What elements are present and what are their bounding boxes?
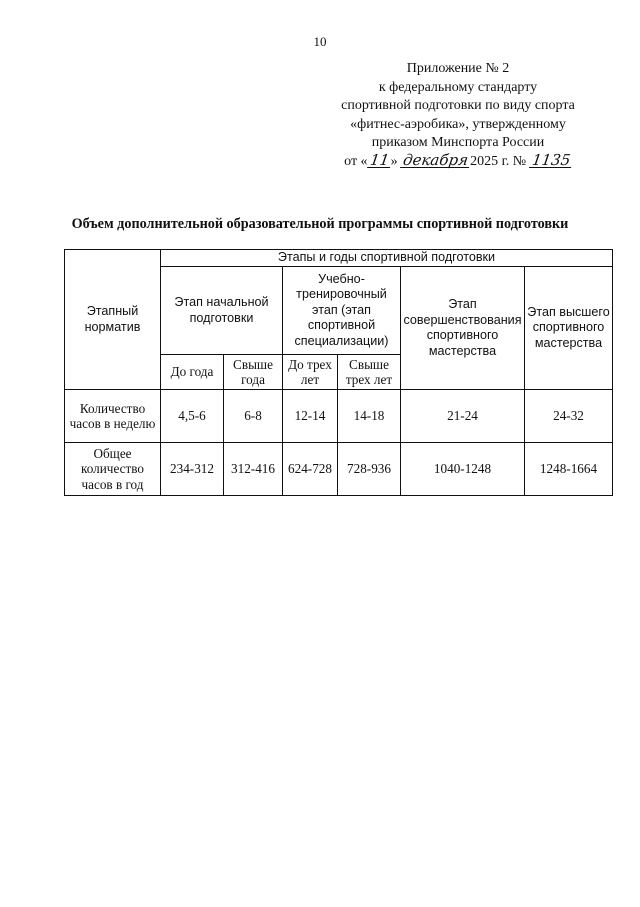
appendix-line: «фитнес-аэробика», утвержденному bbox=[350, 116, 566, 132]
standards-table bbox=[64, 249, 613, 496]
stage-higher-header: Этап высшего спортивного мастерства bbox=[525, 267, 613, 390]
table-cell: 234-312 bbox=[161, 443, 224, 496]
subheader-initial-over-year: Свыше года bbox=[224, 355, 283, 390]
stage-improvement-header: Этап совершенствования спортивного мастерства bbox=[401, 267, 525, 390]
appendix-line: Приложение № 2 bbox=[406, 61, 510, 76]
subheader-training-up-to-three: До трех лет bbox=[283, 355, 338, 390]
handwritten-order-number: 1135 bbox=[530, 150, 572, 169]
table-cell: 12-14 bbox=[283, 390, 338, 443]
row-label: Общее количество часов в год bbox=[65, 443, 161, 496]
date-prefix: от « bbox=[344, 153, 368, 169]
row-header-cell: Этапный норматив bbox=[65, 250, 161, 390]
table-cell: 1248-1664 bbox=[525, 443, 613, 496]
appendix-line: спортивной подготовки по виду спорта bbox=[341, 98, 575, 114]
row-label: Количество часов в неделю bbox=[65, 390, 161, 443]
document-title: Объем дополнительной образовательной программы спортивной подготовки bbox=[71, 216, 569, 232]
table-row bbox=[65, 390, 613, 443]
table-cell: 24-32 bbox=[525, 390, 613, 443]
stage-training-header: Учебно-тренировочный этап (этап спортивной специализации) bbox=[283, 267, 401, 355]
table-cell: 4,5-6 bbox=[161, 390, 224, 443]
page-number: 10 bbox=[313, 34, 327, 49]
table-cell: 21-24 bbox=[401, 390, 525, 443]
table-cell: 624-728 bbox=[283, 443, 338, 496]
table-cell: 6-8 bbox=[224, 390, 283, 443]
handwritten-day: 11 bbox=[368, 150, 391, 169]
table-cell: 14-18 bbox=[338, 390, 401, 443]
appendix-line: к федеральному стандарту bbox=[378, 79, 538, 95]
appendix-block bbox=[308, 60, 608, 172]
year-text: 2025 г. № bbox=[470, 153, 527, 169]
handwritten-month: декабря bbox=[402, 150, 470, 169]
date-mid: » bbox=[390, 153, 398, 169]
table-row bbox=[65, 443, 613, 496]
stages-header: Этапы и годы спортивной подготовки bbox=[161, 250, 613, 267]
table-cell: 1040-1248 bbox=[401, 443, 525, 496]
subheader-initial-up-to-year: До года bbox=[161, 355, 224, 390]
subheader-training-over-three: Свыше трех лет bbox=[338, 355, 401, 390]
order-date-line bbox=[308, 150, 608, 172]
stage-initial-header: Этап начальной подготовки bbox=[161, 267, 283, 355]
table-cell: 728-936 bbox=[338, 443, 401, 496]
appendix-line: приказом Минспорта России bbox=[371, 135, 545, 151]
table-cell: 312-416 bbox=[224, 443, 283, 496]
